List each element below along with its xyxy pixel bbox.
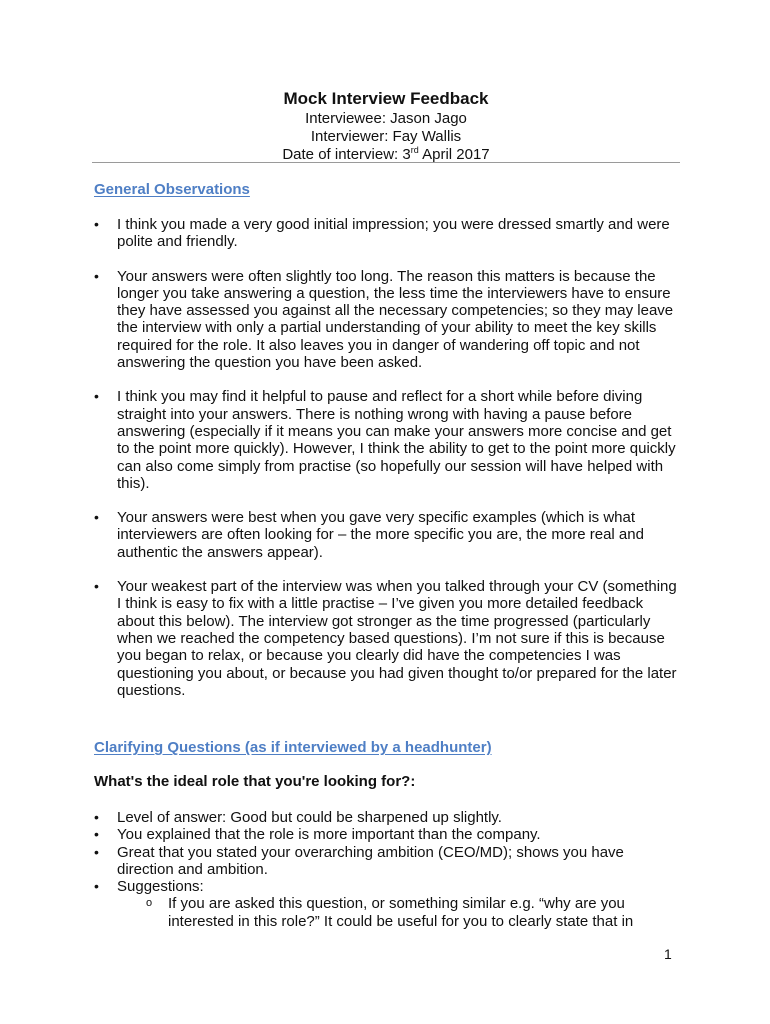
ideal-role-question: What's the ideal role that you're looking for?:	[94, 773, 416, 790]
list-item-text: Your answers were best when you gave very specific examples (which is what interviewers are often looking for – the more specific you are, the more real and authentic the answers appear).	[117, 509, 644, 561]
interviewer-line: Interviewer: Fay Wallis	[310, 128, 462, 145]
list-item-text: Your weakest part of the interview was when you talked through your CV (something I think is easy to fix with a little practise – I’ve given you more detailed feedback about this below). The interview got stronger as the time progressed (particularly when we reached the competency based questions). I’m not sure if this is because you began to relax, or because you clearly did have the competencies I was questioning you about, or because you had given thought to/or prepared for the later questions.	[117, 578, 677, 699]
document-header	[92, 88, 680, 164]
list-item	[94, 578, 684, 699]
date-suffix: April 2017	[418, 146, 490, 163]
list-item-text: I think you made a very good initial impression; you were dressed smartly and were polite and friendly.	[117, 216, 670, 251]
page-number: 1	[664, 946, 672, 962]
bullet-icon: •	[94, 388, 99, 405]
list-item-text: Suggestions:	[117, 878, 204, 896]
list-item-text: Level of answer: Good but could be sharpened up slightly.	[117, 809, 502, 826]
bullet-icon: •	[94, 878, 99, 895]
date-prefix: Date of interview: 3	[282, 146, 411, 163]
bullet-icon: •	[94, 809, 99, 825]
ideal-role-feedback-list	[94, 809, 684, 930]
interviewee-line: Interviewee: Jason Jago	[305, 110, 467, 127]
bullet-icon: •	[94, 843, 99, 860]
sub-list-item-text: If you are asked this question, or something similar e.g. “why are you interested in this role?” It could be useful for you to clearly state that in	[168, 895, 634, 930]
list-item	[94, 388, 684, 492]
bullet-icon: •	[94, 826, 99, 843]
header-divider	[92, 162, 680, 163]
clarifying-questions-heading: Clarifying Questions (as if interviewed by a headhunter)	[94, 739, 492, 756]
suggestions-sublist	[117, 895, 684, 930]
bullet-icon: •	[94, 267, 99, 284]
date-ordinal-suffix: rd	[410, 145, 419, 155]
list-item	[94, 216, 684, 251]
list-item	[94, 878, 684, 930]
list-item	[94, 268, 684, 372]
list-item-text: Your answers were often slightly too long. The reason this matters is because the longer you take answering a question, the less time the interviewers have to ensure they have assessed you against all the necessary competencies; so they may leave the interview with only a partial understanding of your ability to meet the key skills required for the role. It also leaves you in danger of wandering off topic and not answering the question you have been asked.	[117, 267, 674, 372]
sub-list-item	[146, 895, 684, 930]
general-observations-heading: General Observations	[94, 181, 250, 198]
bullet-icon: •	[94, 216, 99, 232]
document-title: Mock Interview Feedback	[283, 89, 489, 108]
general-observations-list	[94, 216, 684, 699]
list-item	[94, 844, 684, 879]
list-item	[94, 826, 684, 843]
list-item-text: Great that you stated your overarching ambition (CEO/MD); shows you have direction and ambition.	[117, 843, 624, 878]
list-item	[94, 809, 684, 826]
list-item-text: You explained that the role is more important than the company.	[117, 826, 541, 844]
bullet-icon: •	[94, 578, 99, 595]
list-item-text: I think you may find it helpful to pause and reflect for a short while before diving straight into your answers. There is nothing wrong with having a pause before answering (especially if it means you can make your answers more concise and get to the point more quickly). However, I think the ability to get to the point more quickly can also come simply from practise (so hopefully our session will have helped with this).	[117, 388, 676, 492]
hollow-bullet-icon: o	[146, 897, 153, 910]
bullet-icon: •	[94, 509, 99, 526]
list-item	[94, 509, 684, 561]
